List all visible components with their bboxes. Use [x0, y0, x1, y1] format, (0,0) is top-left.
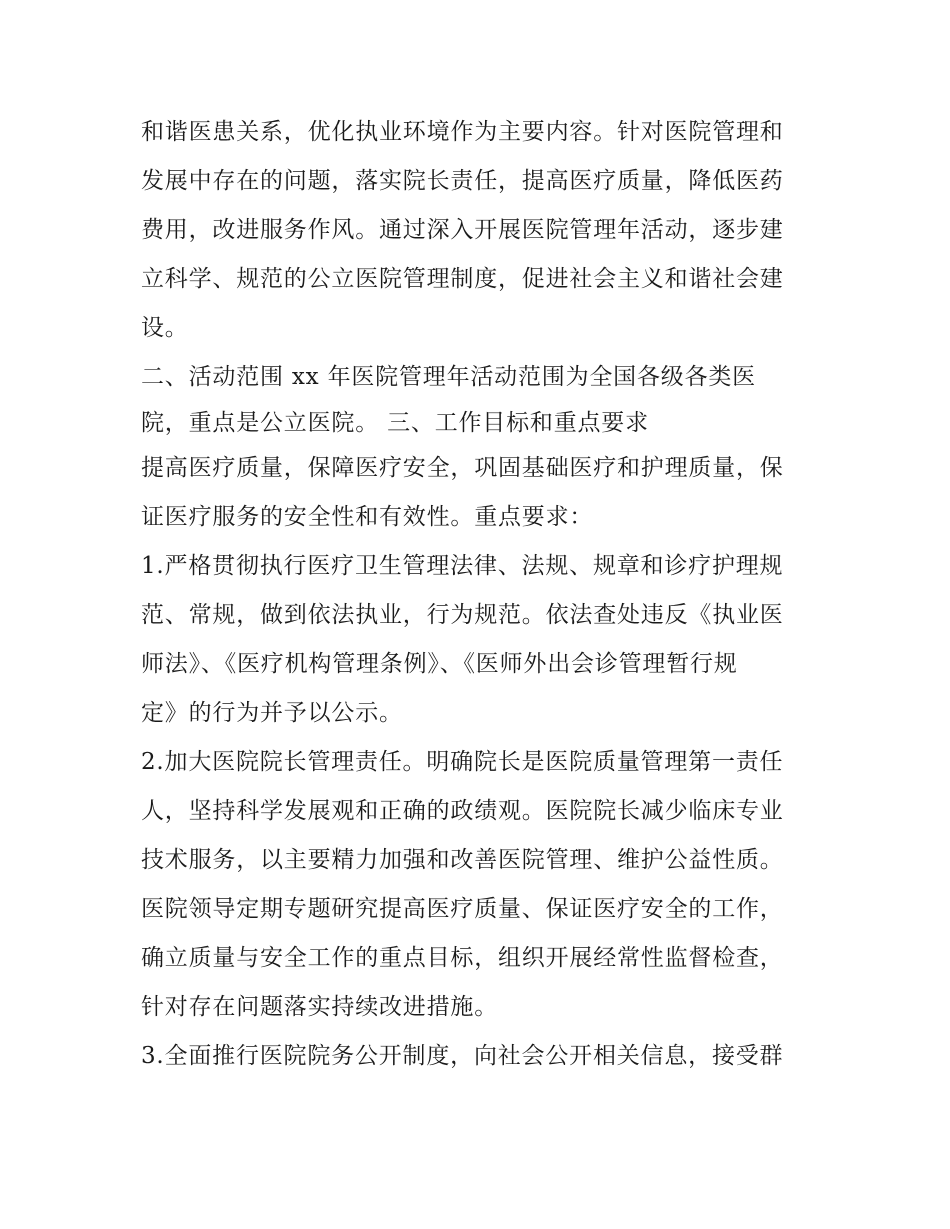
text-line: 发展中存在的问题，落实院长责任，提高医疗质量，降低医药	[141, 168, 784, 194]
text-line: 设。	[141, 315, 189, 341]
text-line: 定》的行为并予以公示。	[141, 700, 403, 726]
text-line: 医院领导定期专题研究提高医疗质量、保证医疗安全的工作，	[141, 896, 784, 922]
text-line: 立科学、规范的公立医院管理制度，促进社会主义和谐社会建	[141, 266, 784, 292]
text-line: 1.严格贯彻执行医疗卫生管理法律、法规、规章和诊疗护理规	[141, 553, 784, 579]
text-line: 和谐医患关系，优化执业环境作为主要内容。针对医院管理和	[141, 119, 784, 145]
document-body	[141, 108, 831, 1081]
text-line: 技术服务，以主要精力加强和改善医院管理、维护公益性质。	[141, 847, 784, 873]
text-line: 确立质量与安全工作的重点目标，组织开展经常性监督检查，	[141, 945, 784, 971]
text-line: 2.加大医院院长管理责任。明确院长是医院质量管理第一责任	[141, 749, 784, 775]
text-line: 针对存在问题落实持续改进措施。	[141, 994, 498, 1020]
text-line: 证医疗服务的安全性和有效性。重点要求：	[141, 504, 594, 530]
text-line: 费用，改进服务作风。通过深入开展医院管理年活动，逐步建	[141, 217, 784, 243]
text-line: 院，重点是公立医院。 三、工作目标和重点要求	[141, 410, 649, 436]
text-line: 提高医疗质量，保障医疗安全，巩固基础医疗和护理质量，保	[141, 455, 784, 481]
text-line: 人，坚持科学发展观和正确的政绩观。医院院长减少临床专业	[141, 798, 784, 824]
text-line: 二、活动范围 xx 年医院管理年活动范围为全国各级各类医	[141, 364, 756, 390]
text-line: 3.全面推行医院院务公开制度，向社会公开相关信息，接受群	[141, 1043, 784, 1069]
text-line: 师法》、《医疗机构管理条例》、《医师外出会诊管理暂行规	[141, 651, 738, 677]
text-line: 范、常规，做到依法执业，行为规范。依法查处违反《执业医	[141, 602, 784, 628]
